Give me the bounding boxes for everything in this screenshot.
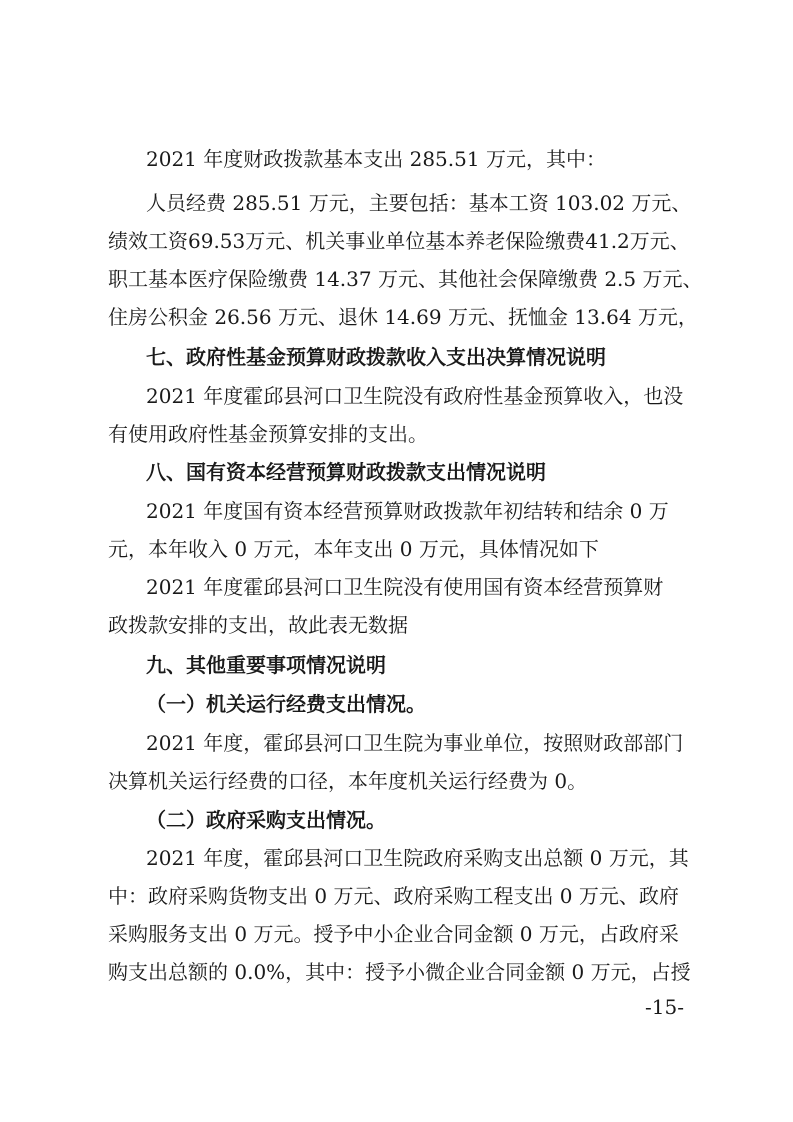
subsection-heading-1: （一）机关运行经费支出情况。 (146, 692, 426, 716)
paragraph-line: 人员经费 285.51 万元，主要包括：基本工资 103.02 万元、 (146, 191, 692, 215)
paragraph-line: 元，本年收入 0 万元，本年支出 0 万元，具体情况如下 (108, 537, 599, 561)
paragraph-line: 2021 年度国有资本经营预算财政拨款年初结转和结余 0 万 (146, 499, 669, 523)
paragraph-line: 住房公积金 26.56 万元、退休 14.69 万元、抚恤金 13.64 万元， (108, 305, 698, 329)
paragraph-line: 2021 年度，霍邱县河口卫生院政府采购支出总额 0 万元，其 (146, 846, 689, 870)
paragraph-line: 绩效工资69.53万元、机关事业单位基本养老保险缴费41.2万元、 (108, 229, 690, 253)
paragraph-line: 采购服务支出 0 万元。授予中小企业合同金额 0 万元，占政府采 (108, 922, 679, 946)
paragraph-line: 决算机关运行经费的口径，本年度机关运行经费为 0。 (108, 769, 588, 793)
section-heading-8: 八、国有资本经营预算财政拨款支出情况说明 (146, 460, 546, 484)
section-heading-7: 七、政府性基金预算财政拨款收入支出决算情况说明 (146, 345, 606, 369)
paragraph-line: 2021 年度霍邱县河口卫生院没有使用国有资本经营预算财 (146, 575, 664, 599)
paragraph-line: 购支出总额的 0.0%，其中：授予小微企业合同金额 0 万元，占授 (108, 960, 691, 984)
paragraph-line: 职工基本医疗保险缴费 14.37 万元、其他社会保障缴费 2.5 万元、 (108, 267, 703, 291)
subsection-heading-2: （二）政府采购支出情况。 (146, 808, 386, 832)
paragraph-line: 2021 年度霍邱县河口卫生院没有政府性基金预算收入，也没 (146, 384, 684, 408)
page-number: -15- (645, 995, 684, 1019)
paragraph-line: 有使用政府性基金预算安排的支出。 (108, 422, 428, 446)
section-heading-9: 九、其他重要事项情况说明 (146, 653, 386, 677)
paragraph-line: 政拨款安排的支出，故此表无数据 (108, 613, 408, 637)
paragraph-line: 2021 年度，霍邱县河口卫生院为事业单位，按照财政部部门 (146, 731, 684, 755)
paragraph-line: 中：政府采购货物支出 0 万元、政府采购工程支出 0 万元、政府 (108, 884, 679, 908)
paragraph-line: 2021 年度财政拨款基本支出 285.51 万元，其中： (146, 147, 606, 171)
